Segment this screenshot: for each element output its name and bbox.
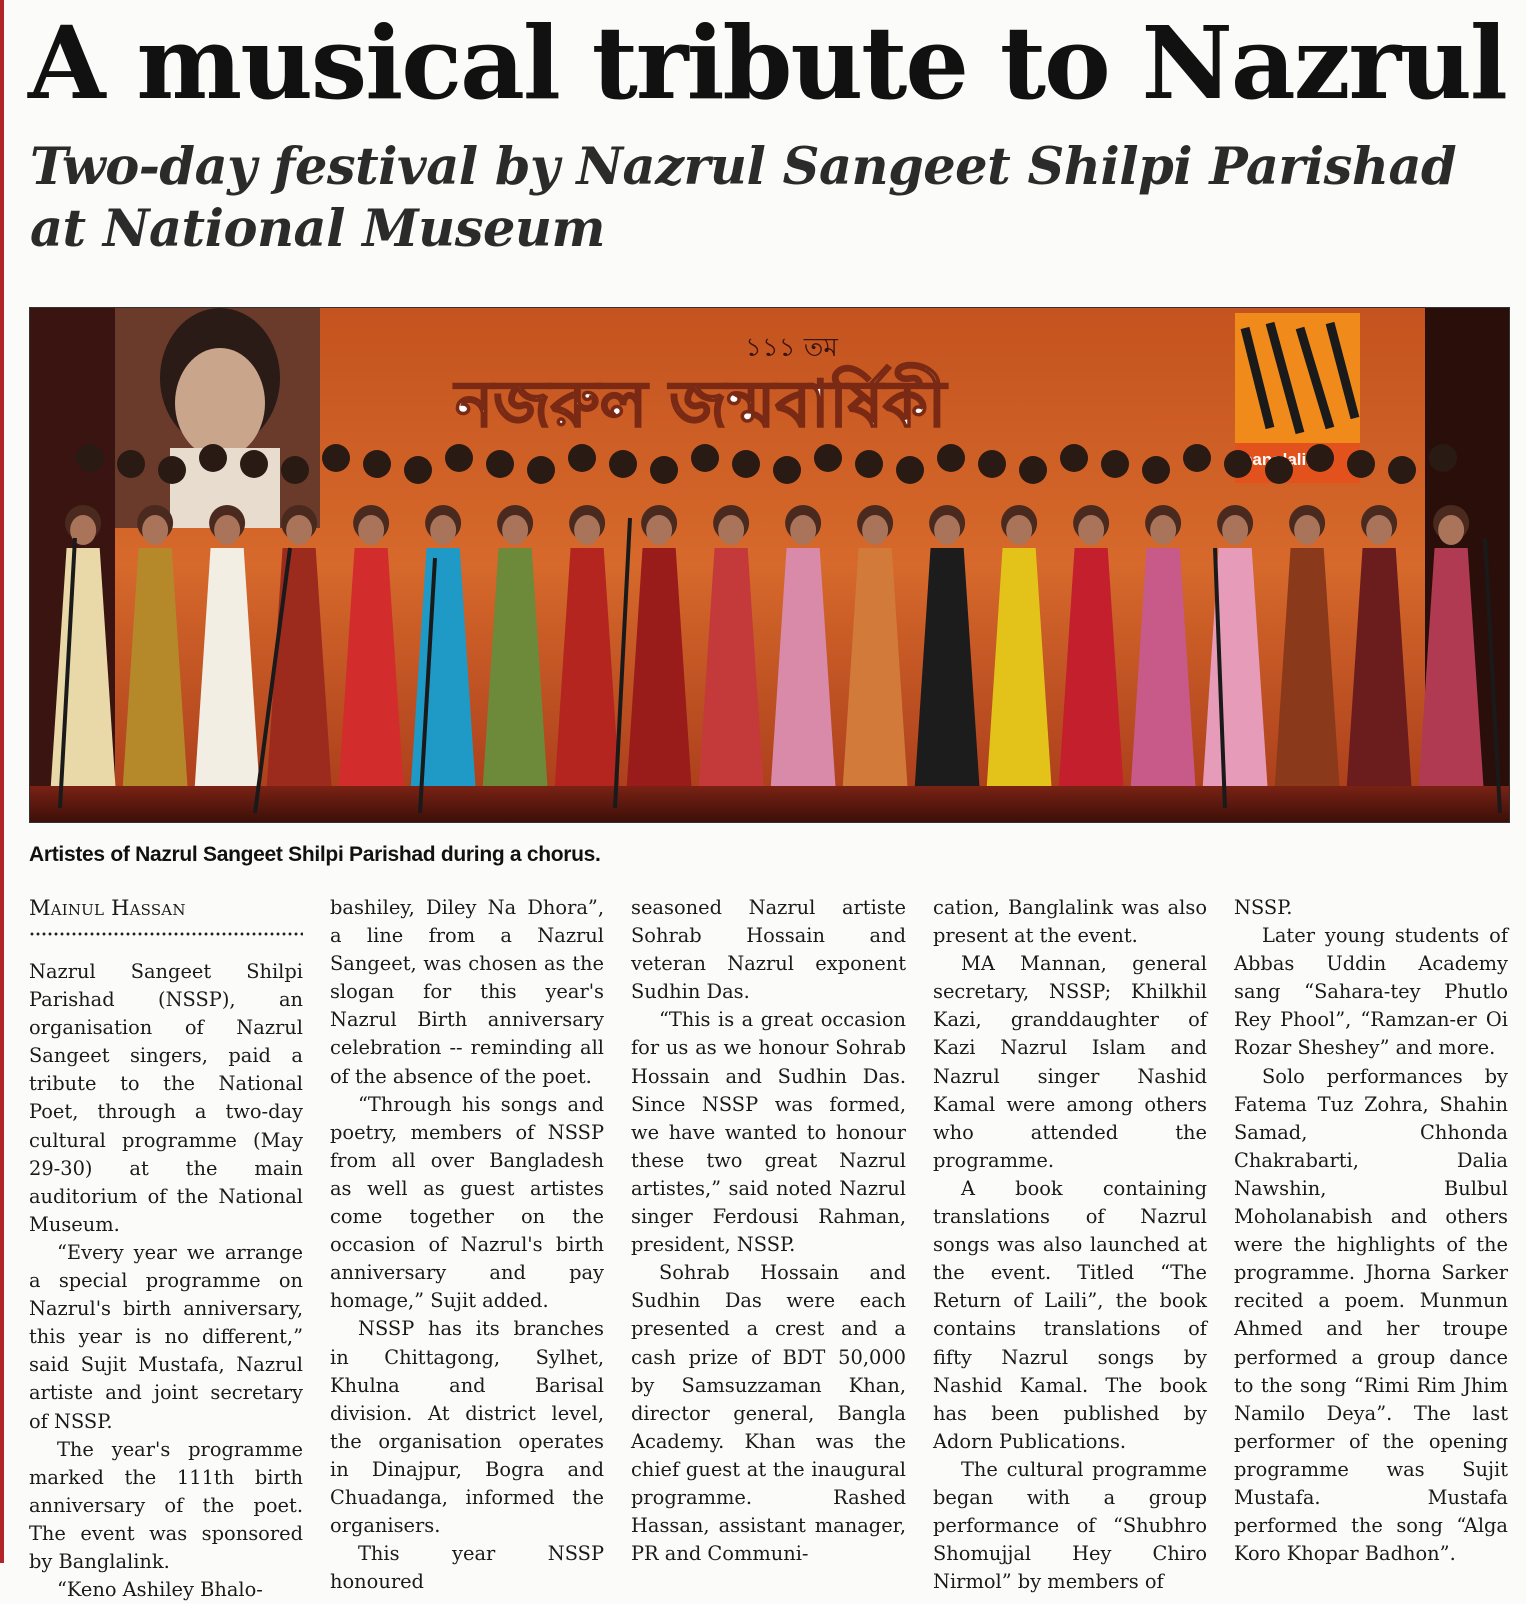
chorus-photo bbox=[29, 307, 1510, 823]
chorus-photo-illustration bbox=[30, 308, 1509, 822]
article-column-4 bbox=[933, 894, 1207, 1594]
photo-caption: Artistes of Nazrul Sangeet Shilpi Parishad during a chorus. bbox=[29, 843, 601, 866]
headline: A musical tribute to Nazrul bbox=[28, 4, 1506, 122]
paragraph: Later young students of Abbas Uddin Academy sang “Sahara-tey Phutlo Rey Phool”, “Ramzan-er Oi Rozar Sheshey” and more. bbox=[1234, 924, 1508, 1060]
byline: Mainul Hassan bbox=[29, 896, 186, 920]
paragraph: “Every year we arrange a special programme on Nazrul's birth anniversary, this year is no different,” said Sujit Mustafa, Nazrul artiste and joint secretary of NSSP. bbox=[29, 1240, 303, 1433]
article-column-2 bbox=[330, 894, 604, 1594]
paragraph: “This is a great occasion for us as we honour Sohrab Hossain and Sudhin Das. Since NSSP was formed, we have wanted to honour these two great Nazrul artistes,” said noted Nazrul singer Ferdousi Rahman, president, NSSP. bbox=[631, 1008, 906, 1257]
paragraph: NSSP. bbox=[1234, 896, 1293, 919]
banner-title-text: নজরুল জন্মবার্ষিকী bbox=[455, 368, 947, 442]
paragraph: A book containing translations of Nazrul songs was also launched at the event. Titled “The Return of Laili”, the book contains translations of fifty Nazrul songs by Nashid Kamal. The book has been published by Adorn Publications. bbox=[933, 1176, 1207, 1453]
paragraph: This year NSSP honoured bbox=[330, 1542, 604, 1594]
paragraph: NSSP has its branches in Chittagong, Sylhet, Khulna and Barisal division. At district level, the organisation operates in Dinajpur, Bogra and Chuadanga, informed the organisers. bbox=[330, 1317, 604, 1538]
paragraph: cation, Banglalink was also present at the event. bbox=[933, 896, 1207, 948]
article-column-3 bbox=[631, 894, 906, 1566]
paragraph: “Keno Ashiley Bhalo- bbox=[57, 1578, 263, 1602]
banner-small-text: ১১১ তম bbox=[745, 333, 838, 363]
page-left-rule bbox=[0, 0, 4, 1563]
paragraph: seasoned Nazrul artiste Sohrab Hossain and veteran Nazrul exponent Sudhin Das. bbox=[631, 896, 906, 1004]
article-column-5 bbox=[1234, 894, 1508, 1566]
paragraph: MA Mannan, general secretary, NSSP; Khilkhil Kazi, granddaughter of Kazi Nazrul Islam and Nazrul singer Nashid Kamal were among others who attended the programme. bbox=[933, 952, 1207, 1172]
paragraph: “Through his songs and poetry, members of NSSP from all over Bangladesh as well as guest artistes come together on the occasion of Nazrul's birth anniversary and pay homage,” Sujit added. bbox=[330, 1092, 604, 1313]
article-column-1 bbox=[29, 894, 303, 1602]
paragraph: Solo performances by Fatema Tuz Zohra, Shahin Samad, Chhonda Chakrabarti, Dalia Nawshin, Bulbul Moholanabish and others were the highlights of the programme. Jhorna Sarker recited a poem. Munmun Ahmed and her troupe performed a group dance to the song “Rimi Rim Jhim Namilo Deya”. The last performer of the opening programme was Sujit Mustafa. Mustafa performed the song “Alga Koro Khopar Badhon”. bbox=[1234, 1064, 1508, 1566]
paragraph: The year's programme marked the 111th birth anniversary of the poet. The event was sponsored by Banglalink. bbox=[29, 1437, 303, 1573]
byline-dotted-rule bbox=[29, 932, 303, 936]
subheadline: Two-day festival by Nazrul Sangeet Shilpi Parishad at National Museum bbox=[30, 137, 1457, 259]
paragraph: Sohrab Hossain and Sudhin Das were each presented a crest and a cash prize of BDT 50,000 by Samsuzzaman Khan, director general, Bangla Academy. Khan was the chief guest at the inaugural programme. Rashed Hassan, assistant manager, PR and Communi- bbox=[631, 1261, 906, 1566]
paragraph: The cultural programme began with a group performance of “Shubhro Shomujjal Hey Chiro Nirmol” by members of bbox=[933, 1457, 1207, 1594]
paragraph: Nazrul Sangeet Shilpi Parishad (NSSP), an organisation of Nazrul Sangeet singers, paid a tribute to the National Poet, through a two-day cultural programme (May 29-30) at the main auditorium of the National Museum. bbox=[29, 960, 303, 1236]
paragraph: bashiley, Diley Na Dhora”, a line from a Nazrul Sangeet, was chosen as the slogan for this year's Nazrul Birth anniversary celebration -- reminding all of the absence of the poet. bbox=[330, 896, 604, 1088]
